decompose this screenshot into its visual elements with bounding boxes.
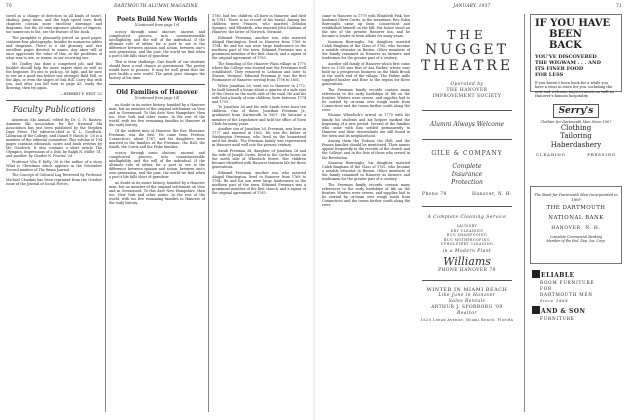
left-column-1 <box>6 14 102 412</box>
bank-name: THE DARTMOUTH <box>546 205 606 212</box>
miami-line: Like June in Hanover <box>438 292 496 298</box>
williams-plant: in a Modern Plant <box>442 248 492 254</box>
williams-logo: Williams <box>443 254 491 268</box>
page-number: 71 <box>616 3 622 8</box>
paragraph: Another son of Jonathan 2d, Freeman, was born in 1777 and married in 1802. He was the father of Washington Freeman, who lived on the homestead until his death. The Freeman family was represented in Hanover until well into the present century. <box>212 127 306 148</box>
gile-line: Insurance <box>451 171 483 178</box>
ad-you-have: YOU HAVE <box>550 18 611 29</box>
ad-line: FOR <box>540 286 552 291</box>
paragraph: Of the earliest men of Hanover, the Rev. Ebenezer Freeman, was the first. He came from Preston, Connecticut, about 1767, and his daughters were married in the families of the Freeman, the Hall, the Smith, the Curtis and the Fiske families. <box>109 129 205 150</box>
miami-line: Realtor <box>457 310 477 316</box>
page-number: 70 <box>6 3 12 8</box>
gile-line: Complete <box>452 163 482 170</box>
ad-line: ITS FINER FOOD <box>535 66 584 72</box>
paragraph: Another old family of Hanover which first came here in 1765 was that of Asa Parker, whose sons built up a prosperous business on the Mink Brook at the south end of the village. The Parker mills supplied lumber and flour to the region for three generations. <box>322 61 410 86</box>
drop-cap-r-icon <box>532 306 540 314</box>
ad-rand-son: AND & SON <box>541 308 586 315</box>
divider <box>422 206 512 207</box>
ad-the: THE <box>447 28 487 42</box>
service-item: DRY CLEANING <box>450 228 484 233</box>
serry-logo: Serry's <box>553 104 600 118</box>
left-column-3 <box>212 14 306 412</box>
ad-line: ROOM FURNITURE <box>540 280 595 285</box>
ad-tailoring: Tailoring <box>560 132 592 141</box>
ad-operated: Operated by <box>450 82 484 87</box>
right-column-1 <box>322 14 410 412</box>
paragraph: came to Hanover in 1779 with Elizabeth Fisk, her husband Oliver Curtis, in the meantime, Rev. Eden Burroughs came up from Connecticut and established himself on the hill. His house stood on the site of the present Hanover Inn, and he became a leader in town affairs for many years. <box>322 14 410 39</box>
gutter <box>313 0 315 420</box>
paragraph: The Freeman family records contain many references to the early hardships of life on the frontier. Winters were severe, and supplies had to be carried by ox-team over rough roads from Connecticut and the towns farther south along the river. <box>322 87 410 112</box>
ad-society: IMPROVEMENT SOCIETY <box>432 94 502 99</box>
williams-phone: PHONE HANOVER 79 <box>438 267 496 273</box>
paragraph: Among them the Ticknor, the Hall, and the Pinneo families should be mentioned. Their names appear frequently in the records of the church and the College, and in the lists of those who served in the Revolution. <box>322 139 410 160</box>
paragraph: When Jonathan 2d, went out to Hanover in 1772, he built himself a house about a quarter of a mile east of the Green on the north side of the road. He and his wife had a family of nine children, born between 1774 and 1793. <box>212 83 306 104</box>
drop-cap-r-icon <box>532 270 540 278</box>
ad-line: DARTMOUTH MEN <box>540 292 593 297</box>
ad-body: If you haven't been back for a while you have a treat in store for you, including the new and welcome improvements as well as Hanover's famous hospitality. <box>535 81 614 99</box>
paragraph: ocracy through some obscure, ancient, and complicated process, into commonsensible intelligibility, and the will of the individual. If the ultimate rule of either, for a poet to see is the difference between opinion and action, between one's own generation, and the past, the world we find when a poet's life falls short of grandeur. <box>109 150 205 180</box>
clothing-ad <box>530 124 622 180</box>
ad-line: FOR LESS <box>535 72 564 78</box>
paragraph: The founding of the Hanover Plain village in 1770 where the College was located saw the Freemans well established. They removed to Lebanon and later to Sharon, Vermont. Edmund Freeman Jr. was the first Postmaster of Hanover, serving from 1796 to 1801. <box>212 61 306 82</box>
review-signature: —HERBERT F. WEST '22 <box>60 91 102 96</box>
ad-been-back: BEEN BACK <box>549 29 582 51</box>
ad-nugget: NUGGET <box>425 42 509 58</box>
serry-tagline: Clothier for Dartmouth Men Since 1907 <box>540 120 612 124</box>
paragraph: Edmund Freeman, another son, who married Abigail Huntington, lived in Hanover from 1768 to 1784. He and his son were large landowners in the northern part of the town. Edmund Freeman was a prominent member of the first church, and a signer of the original agreement of 1763. <box>212 170 306 196</box>
divider <box>422 280 512 281</box>
furniture-ad <box>530 270 622 358</box>
left-page <box>0 0 312 420</box>
bank-name: NATIONAL BANK <box>548 215 604 222</box>
ad-welcome: Alumni Always Welcome <box>429 121 505 128</box>
service-item: LAUNDRY <box>456 224 478 228</box>
ad-clothing: Clothing <box>560 124 592 132</box>
ad-if: IF <box>535 18 547 29</box>
paragraph: The Concept of Cultural Lag Reviewed by Professor Michael Choukas has been reprinted from the October issue of the Journal of Social Forces. <box>6 173 102 186</box>
ad-line: YOU'VE DISCOVERED <box>535 54 597 60</box>
section-heading-faculty-publications: Faculty Publications <box>12 104 96 114</box>
column-rule <box>105 14 106 412</box>
paragraph: Susanna Burroughs, his daughter, married Caleb Bingham of the Class of 1782, who became a notable educator in Boston. Other members of the family remained in Hanover as farmers and tradesmen for the greater part of a century. <box>322 39 410 61</box>
paragraph: American Ski Annual, edited by Dr. C. N. Bastow, Amateur Ski Association for the National Ski Association has just been published by the Stephen Daye Press. The editor-in-chief is N. L. Goodrich, Librarian of the College, and Daniel P. Hatch Jr. '28 is a member of the editorial committee. This volume of 194 pages contains editorials, notes and book reviews by Mr. Goodrich. It also contains a short article The Olympics, Impressions of a Dub, by Ralph N. Miller '31, and another, by Charles N. Proctor '28. <box>6 117 102 159</box>
ad-society: THE HANOVER <box>446 88 488 93</box>
right-running-header <box>322 3 622 11</box>
service-item: RUG MOTHPROOFING <box>443 237 490 242</box>
gile-phone: Phone 78 <box>422 192 447 197</box>
continued-note: [Continued from page 14] <box>134 96 180 101</box>
ad-line: Since 1868 <box>540 299 569 303</box>
paragraph: The pamphlet is pleasantly priced on good paper, contains four photographs, besides its numerous tables and diagrams. There is a ski glossary, and two excellent pages devoted to waxes. Any skier will at once appreciate the value of this, at the problems of what wax to use, or waxes, in our recurring one. <box>6 35 102 61</box>
williams-tagline: A Complete Cleaning Service <box>427 215 507 220</box>
paragraph: no doubt in its entire history, founded by a Hanover man, but no member of the original settlement on Vose and in Greenwood. To this date New Hampshire, then too. New York and other states. In the rest of the world, with too few remaining families in Hanover of the early history. <box>109 103 205 128</box>
divider <box>422 110 512 111</box>
wigwam-ad <box>530 14 622 99</box>
bank-tagline: The Bank for Dartmouth Men Incorporated in 1809 <box>534 193 618 202</box>
miami-realtor-name: ARTHUR J. SPORBORG '09 <box>431 304 503 310</box>
paragraph: Edmund Freeman, another son, who married Abigail Huntington, lived in Hanover from 1768 to 1784. He and his son were large landowners in the northern part of the town. Edmund Freeman was a prominent member of the first church, and a signer of the original agreement of 1763. <box>212 35 306 61</box>
left-running-header <box>6 3 306 11</box>
paragraph: ocracy through some obscure, ancient, and complicated process, into commonsensible intelligibility, and the will of the individual. If the ultimate rule of either, for a poet to see is the difference between opinion and action, between one's own generation, and the past, the world we find when a poet's life falls short of grandeur. <box>109 30 205 59</box>
bank-ad <box>530 186 622 264</box>
service-item: UPHOLSTERY CLEANING <box>440 242 494 247</box>
gile-line: Protection <box>451 179 483 186</box>
bank-member: Member of the Fed. Dep. Ins. Corp. <box>546 239 606 244</box>
paragraph: To Jonathan 3d and his wife Sarah were born ten children. One of these, Jonathan Freeman Jr., graduated from Dartmouth in 1807. He became a member of the Legislature and held the office of Town Clerk for many years. <box>212 105 306 126</box>
issue-date: JANUARY, 1937 <box>453 3 491 8</box>
ad-theatre: THEATRE <box>420 58 514 74</box>
divider <box>109 84 205 85</box>
bank-location: HANOVER, N. H. <box>551 226 601 232</box>
ad-line: FURNITURE <box>540 316 575 321</box>
paragraph: Professor Vito P. Kelly '26 is the author of a story What is Christmas which appears in the November Second number of The Bruin Journal. <box>6 159 102 172</box>
service-item: RUG SHAMPOOING <box>446 233 488 238</box>
paragraph: Mr. Dudley has done a competent job, and this booklet should help the more expert skier as well as the beginner. It's one to pick up, sit light, and be sure to see on a good run before one attempts Bald Hill, or the Alps, or even the slopes of Oak Hill. Carry this with you, and after you fall turn to page 45, study the drawing, then try again. <box>6 61 102 90</box>
miami-line: Sales Rentals <box>448 298 486 304</box>
miami-address: 1620 Lenox Avenue, Miami Beach, Florida <box>420 317 514 322</box>
williams-services <box>414 224 520 247</box>
ad-reliable: ELIABLE <box>541 272 575 279</box>
article-heading-old-families: Old Families of Hanover <box>116 89 198 97</box>
column-rule <box>208 14 209 412</box>
continued-note: [Continued from page 19] <box>134 23 180 27</box>
paragraph: 1780, had ten children, all born in Hanover, and died in 1781. There is no record of his burial. Among his children were Frances, who married Zebulon Sprague, and Elisabeth, who married John Dunham of Hanover, the latter of Norwich, Vermont. <box>212 14 306 35</box>
gile-company-name: GILE & COMPANY <box>431 150 503 157</box>
nugget-theatre-ad <box>414 14 520 412</box>
paragraph: no doubt in its entire history, founded by a Hanover man, but no member of the original settlement on Vose and in Greenwood. To this date New Hampshire, then too. New York and other states. In the rest of the world, with too few remaining families in Hanover of the early history. <box>109 180 205 206</box>
paragraph: Sarah Freeman 3d, daughter of Jonathan 2d and the wife of Joseph Curtis, lived in the Curtis house on the north side of Wheelock Street. Her children became identified with Hanover business life for three generations. <box>212 149 306 170</box>
ad-line: THE WIGWAM . . . AND <box>535 60 601 66</box>
paragraph: Susanna Burroughs, his daughter, married Caleb Bingham of the Class of 1782, who became a notable educator in Boston. Other members of the family remained in Hanover as farmers and tradesmen for the greater part of a century. <box>322 161 410 182</box>
paragraph: This is their challenge. One fourth of our students should have a real chance at government. The poetry would have to possess. It may be well grant that the poet builds a new world. The great poet changes the history of his time. <box>109 59 205 81</box>
left-column-2 <box>109 14 205 412</box>
ad-pressing: PRESSING <box>587 152 616 158</box>
paragraph: Eleazar Wheelock's arrival in 1770 with his family, his students and his helpers marked the beginning of a new period. Several of the families who came with him settled permanently in Hanover and their descendants are still found in the town and its neighborhood. <box>322 113 410 138</box>
miami-headline: WINTER IN MIAMI BEACH <box>426 286 508 293</box>
magazine-title: DARTMOUTH ALUMNI MAGAZINE <box>114 3 198 8</box>
ad-haberdashery: Haberdashery <box>550 140 602 149</box>
bank-service: Complete Commercial Banking <box>549 235 603 240</box>
divider <box>422 139 512 140</box>
serry-ad <box>530 98 622 124</box>
column-rule <box>524 14 525 412</box>
paragraph: The Freeman family records contain many references to the early hardships of life on the frontier. Winters were severe, and supplies had to be carried by ox-team over rough roads from Connecticut and the towns farther south along the river. <box>322 182 410 208</box>
article-heading-poets: Poets Build New Worlds <box>116 16 198 23</box>
paragraph: (need as a change of direction in all kinds of snow), skating, jump turns, and the high speed turn. Both chapters contain more excellent drawings and diagrams, but the 60 time exposure photos of experts, too numerous to list, are the feature of the book. <box>6 14 102 35</box>
ad-cleaning: CLEANING <box>536 152 566 158</box>
right-page <box>316 0 628 420</box>
divider <box>6 100 102 101</box>
gile-town: Hanover, N. H. <box>472 192 512 197</box>
